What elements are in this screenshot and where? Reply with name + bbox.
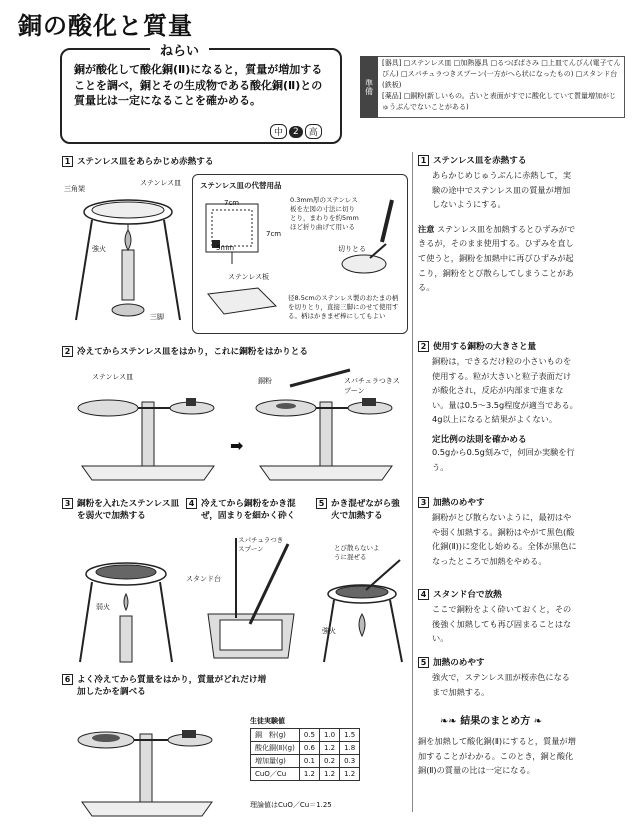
caution-label: 注意 (418, 223, 435, 234)
label-spatula-2: スパチュラつきスプーン (238, 536, 284, 553)
right-note-2 (418, 340, 578, 474)
label-sara-2: ステンレス皿 (92, 373, 134, 381)
results-footnote: 理論値はCuO／Cu＝1.25 (250, 801, 332, 809)
balance-empty-illustration (72, 368, 224, 486)
table-row (251, 742, 360, 755)
weak-heat-illustration (70, 546, 180, 666)
step-text: かき混ぜながら強火で加熱する (331, 499, 400, 521)
step-number: 2 (62, 346, 73, 357)
burner-tripod-illustration (62, 170, 192, 330)
prep-text (382, 58, 622, 113)
table-row (251, 729, 360, 742)
level-prefix: 中 (270, 124, 287, 139)
leaf-icon: ❧ (530, 716, 543, 727)
balance-result-illustration (72, 704, 222, 822)
caution-text: ステンレス皿を加熱するとひずみができるが，そのまま使用する。ひずみを直して使うと，銅粉を加熱中に再びひずみが起こり，銅粉をとび散らしてしまうことがある。 (418, 223, 576, 293)
cell: 1.8 (340, 742, 360, 755)
step-number: 6 (62, 674, 73, 685)
step-text: ステンレス皿をあらかじめ赤熱する (77, 157, 214, 167)
step-number: 1 (62, 156, 73, 167)
note-number: 2 (418, 341, 429, 352)
substitute-title: ステンレス皿の代替用品 (200, 181, 282, 190)
label-kyoka: 強火 (92, 245, 106, 253)
label-5mm: 5mm (216, 244, 235, 252)
summary-title-text: 結果のまとめ方 (460, 716, 531, 727)
summary-title (440, 712, 542, 727)
label-sara: ステンレス皿 (140, 179, 182, 187)
note-title-text: 加熱のめやす (433, 658, 485, 668)
table-row (251, 768, 360, 781)
step-text: よく冷えてから質量をはかり，質量がどれだけ増加したかを調べる (77, 675, 267, 697)
prep-line-1: [器具] □ステンレス皿 □加熱器具 □るつぼばさみ □上皿てんびん(電子てんびん) □スパチュラつきスプーン(一方がへら状になったもの) □スタンド台(鉄板) (382, 59, 621, 89)
note-5-title (418, 656, 578, 668)
cell: 1.2 (340, 768, 360, 781)
label-dofun: 銅粉 (258, 377, 272, 385)
table-row (251, 755, 360, 768)
label-kyoka-2: 強火 (322, 627, 336, 635)
cell: 1.2 (299, 768, 319, 781)
prep-line-2: [薬品] □銅粉(新しいもの。古いと表面がすでに酸化していて質量増加がじゅうぶんでないことがある) (382, 92, 616, 111)
note-5-text: 強火で，ステンレス皿が桜赤色になるまで加熱する。 (432, 672, 570, 697)
note-2-title (418, 340, 578, 352)
cell: 0.3 (340, 755, 360, 768)
row-label: 酸化銅(Ⅱ)(g) (251, 742, 300, 755)
label-sus-ita: ステンレス板 (228, 273, 270, 281)
note-number: 5 (418, 657, 429, 668)
substitute-text-2: 径8.5cmのステンレス製のおたまの柄を切りとり，直接三脚にのせて使用する。柄はかきまぜ棒にしてもよい (288, 294, 399, 320)
step-number: 5 (316, 498, 327, 509)
page-title: 銅の酸化と質量 (18, 12, 193, 40)
level-badge (270, 124, 322, 139)
ladle-illustration (330, 196, 406, 288)
note-2b-text: 0.5gから0.5g刻みで，何回か実験を行う。 (432, 446, 575, 472)
label-7cm-a: 7cm (224, 199, 240, 207)
column-divider (412, 152, 413, 812)
step-5-title (316, 498, 408, 522)
label-sankyaku: 三角架 (64, 185, 85, 193)
note-4-text: ここで銅粉をよく砕いておくと，その後強く加熱しても再び固まることはない。 (432, 604, 572, 644)
label-sankyaku-leg: 三脚 (150, 313, 164, 321)
leaf-icon: ❧❧ (440, 716, 461, 727)
row-label: 増加量(g) (251, 755, 300, 768)
note-title-text: ステンレス皿を赤熱する (433, 156, 527, 166)
folded-plate-illustration (198, 284, 282, 324)
note-2b-title: 定比例の法則を確かめる (432, 434, 527, 445)
label-kiritoru: 切りとる (338, 245, 366, 253)
steel-plate-diagram (198, 196, 298, 266)
label-7cm-b: 7cm (266, 230, 282, 238)
nerai-label: ねらい (150, 40, 209, 59)
step-text: 冷えてからステンレス皿をはかり，これに銅粉をはかりとる (77, 347, 308, 357)
step-text: 銅粉を入れたステンレス皿を弱火で加熱する (77, 499, 180, 521)
note-number: 1 (418, 155, 429, 166)
arrow-right: ➡ (230, 436, 244, 455)
step-text: 冷えてから銅粉をかき混ぜ，固まりを細かく砕く (201, 499, 296, 521)
substitute-text: 0.3mm厚のステンレス板を左図の寸法に切りとり，まわりを約5mmほど折り曲げて用いる (290, 196, 359, 231)
note-3-title (418, 496, 578, 508)
label-standdai: スタンド台 (186, 575, 221, 583)
step-6-title (62, 674, 272, 698)
cell: 0.5 (299, 729, 319, 742)
cell: 0.2 (319, 755, 339, 768)
cell: 1.2 (319, 768, 339, 781)
note-4-title (418, 588, 578, 600)
note-title-text: 加熱のめやす (433, 498, 485, 508)
right-note-4 (418, 588, 578, 646)
note-1-title (418, 154, 578, 166)
row-label: CuO／Cu (251, 768, 300, 781)
right-note-3 (418, 496, 578, 568)
row-label: 銅 粉(g) (251, 729, 300, 742)
right-note-5 (418, 656, 578, 699)
step-3-title (62, 498, 182, 522)
summary-text: 銅を加熱して酸化銅(Ⅱ)にすると，質量が増加することがわかる。このとき，銅と酸化銅(Ⅱ)の質量の比は一定になる。 (418, 736, 576, 776)
nerai-text: 銅が酸化して酸化銅(Ⅱ)になると，質量が増加することを調べ，銅とその生成物である酸化銅(Ⅱ)との質量比は一定になることを確かめる。 (74, 63, 323, 107)
level-num: 2 (289, 126, 303, 138)
caution-block (418, 222, 578, 295)
results-table (250, 728, 360, 781)
note-title-text: スタンド台で放熱 (433, 590, 502, 600)
cell: 1.0 (319, 729, 339, 742)
note-title-text: 使用する銅粉の大きさと量 (433, 342, 537, 352)
results-caption: 生徒実験値 (250, 717, 285, 725)
step-number: 3 (62, 498, 73, 509)
step-2-title (62, 346, 402, 358)
prep-tag: 準備 (360, 56, 378, 118)
note-2-text: 銅粉は，できるだけ粒の小さいものを使用する。粒が大きいと粒子表面だけが酸化され，反応が内部まで進まない。量は0.5～3.5g程度が適当である。4g以上になると結果がよくない。 (432, 356, 578, 425)
step-1-title (62, 156, 392, 168)
step-number: 4 (186, 498, 197, 509)
cell: 0.1 (299, 755, 319, 768)
right-notes (418, 154, 578, 295)
cell: 1.2 (319, 742, 339, 755)
cell: 1.5 (340, 729, 360, 742)
label-spatula: スパチュラつきスプーン (344, 377, 400, 395)
note-1-text: あらかじめじゅうぶんに赤熱して，実験の途中でステンレス皿の質量が増加しないようにする。 (432, 170, 572, 210)
note-3-text: 銅粉がとび散らないように，最初はやや弱く加熱する。銅粉はやがて黒色(酸化銅(Ⅱ))に変化し始める。全体が黒色になったところで加熱をやめる。 (432, 512, 577, 566)
label-tobichiranai: とび散らないように混ぜる (334, 544, 380, 561)
label-jakka: 弱火 (96, 603, 110, 611)
note-number: 3 (418, 497, 429, 508)
cell: 0.6 (299, 742, 319, 755)
step-4-title (186, 498, 310, 522)
level-suffix: 高 (305, 124, 322, 139)
note-number: 4 (418, 589, 429, 600)
